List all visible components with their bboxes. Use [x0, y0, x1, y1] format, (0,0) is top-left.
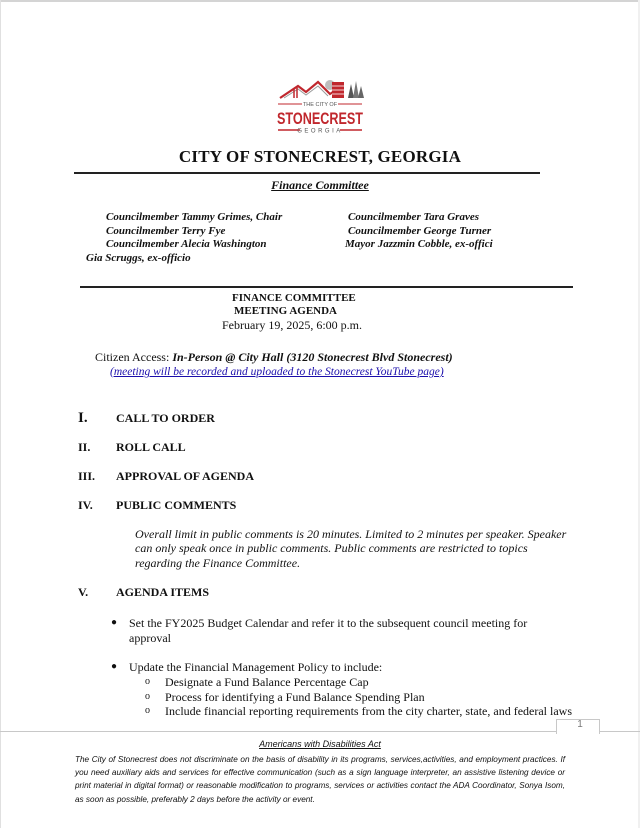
bullet-icon: ●	[111, 661, 118, 672]
member-name: Councilmember George Turner	[348, 224, 492, 237]
agenda-heading	[222, 292, 362, 333]
agenda-item-text: Set the FY2025 Budget Calendar and refer it to the subsequent council meeting for approval	[129, 616, 528, 645]
meeting-date: February 19, 2025, 6:00 p.m.	[222, 318, 362, 332]
members-divider	[80, 286, 573, 288]
agenda-item	[111, 660, 561, 675]
youtube-recording-link[interactable]: (meeting will be recorded and uploaded to the Stonecrest YouTube page)	[110, 366, 444, 378]
section-title: ROLL CALL	[116, 440, 186, 454]
ada-title: Americans with Disabilities Act	[259, 739, 381, 749]
members-right-column	[345, 211, 493, 252]
logo-state-text: GEORGIA	[297, 128, 343, 135]
city-logo	[272, 76, 368, 136]
member-name: Councilmember Alecia Washington	[106, 238, 267, 250]
committee-name: Finance Committee	[271, 178, 369, 192]
section-approval-of-agenda	[78, 469, 254, 484]
ada-notice: The City of Stonecrest does not discriminate on the basis of disability in its programs, services,activities, and employment practices. If you need auxiliary aids and services for effective communication (such as a sign language interpreter, an assistive listening device or print material in digital format) or reasonable modification to programs, services or activities contact the ADA Coordinator, Sonya Isom, as soon as possible, preferably 2 days before the activity or event.	[75, 755, 565, 804]
section-number: V.	[78, 585, 89, 599]
citizen-access-label: Citizen Access:	[95, 350, 173, 364]
page-top-border	[0, 0, 640, 2]
agenda-sub-item	[145, 675, 575, 689]
section-title: APPROVAL OF AGENDA	[116, 469, 255, 483]
hollow-bullet-icon: o	[145, 705, 150, 716]
agenda-sub-item-text: Include financial reporting requirements from the city charter, state, and federal laws	[165, 704, 573, 718]
agenda-heading-line2: MEETING AGENDA	[234, 305, 337, 317]
city-logo-graphic	[272, 76, 368, 136]
section-number: II.	[78, 440, 91, 454]
section-roll-call	[78, 440, 186, 455]
logo-small-text: THE CITY OF	[302, 102, 338, 108]
section-title: AGENDA ITEMS	[116, 585, 210, 599]
member-name: Gia Scruggs, ex-officio	[86, 251, 191, 264]
city-title: CITY OF STONECREST, GEORGIA	[178, 147, 462, 166]
page-number: 1	[577, 719, 583, 730]
section-title: PUBLIC COMMENTS	[116, 498, 237, 512]
member-name: Councilmember Tammy Grimes, Chair	[106, 211, 283, 223]
member-name: Councilmember Terry Fye	[106, 224, 226, 237]
section-call-to-order	[78, 410, 215, 427]
page-left-border	[0, 0, 1, 828]
members-left-column	[86, 211, 283, 265]
section-title: CALL TO ORDER	[116, 411, 215, 425]
member-name: Councilmember Tara Graves	[348, 211, 479, 223]
citizen-access	[95, 350, 453, 365]
agenda-item-text: Update the Financial Management Policy to include:	[129, 660, 383, 674]
agenda-sub-item	[145, 690, 575, 704]
section-public-comments	[78, 498, 236, 513]
member-name: Mayor Jazzmin Cobble, ex-offici	[345, 238, 493, 250]
agenda-sub-item-text: Designate a Fund Balance Percentage Cap	[165, 675, 369, 689]
agenda-sub-item	[145, 704, 575, 718]
hollow-bullet-icon: o	[145, 691, 150, 702]
hollow-bullet-icon: o	[145, 676, 150, 687]
agenda-item	[111, 616, 561, 645]
agenda-heading-line1: FINANCE COMMITTEE	[232, 292, 356, 304]
footer-divider	[0, 731, 640, 732]
section-number: III.	[78, 469, 96, 483]
header-divider	[74, 172, 540, 174]
agenda-sub-item-text: Process for identifying a Fund Balance Spending Plan	[165, 690, 425, 704]
section-agenda-items	[78, 585, 209, 600]
public-comments-note: Overall limit in public comments is 20 minutes. Limited to 2 minutes per speaker. Speaker can only speak once in public comments. Public comments are restricted to topics regarding the Finance Committee.	[135, 527, 567, 570]
logo-main-text: STONECREST	[277, 109, 364, 128]
bullet-icon: ●	[111, 617, 118, 628]
citizen-access-location: In-Person @ City Hall (3120 Stonecrest Blvd Stonecrest)	[172, 350, 453, 364]
section-number: I.	[78, 410, 88, 426]
section-number: IV.	[78, 498, 93, 512]
